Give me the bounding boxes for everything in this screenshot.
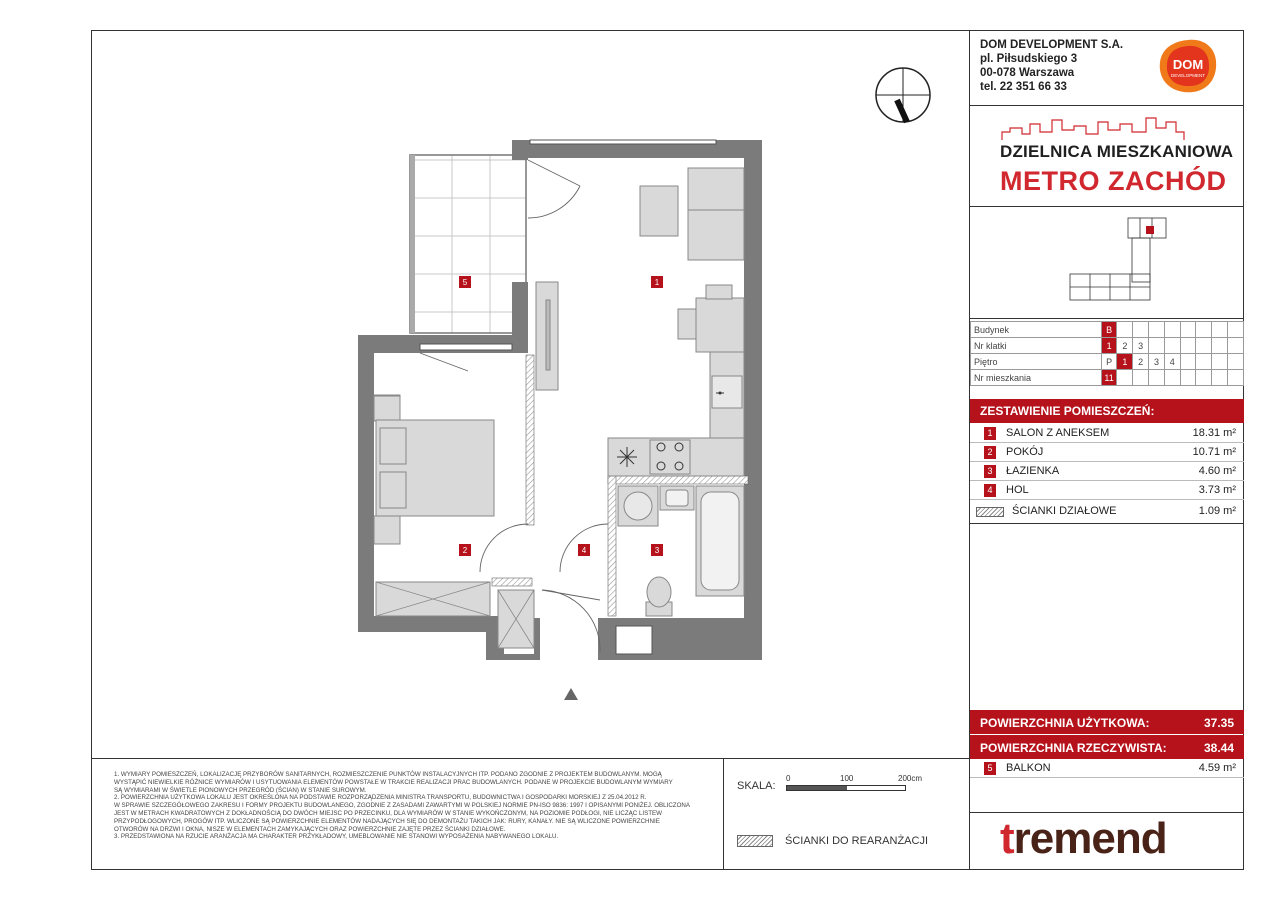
- scale-tick-100: 100: [840, 774, 854, 783]
- note-line: 3. PRZEDSTAWIONA NA RZUCIE ARANŻACJA MA CHARAKTER PRZYKŁADOWY, UMEBLOWANIE NIE STANOWI WYPOSAŻENIA NABYWANEGO LOKALU.: [114, 833, 559, 841]
- room-number: 2: [984, 446, 996, 459]
- param-flat: [971, 370, 1244, 386]
- param-floor-2: 2: [1133, 354, 1149, 370]
- param-stair-label: Nr klatki: [971, 338, 1102, 354]
- fridge-mark: [617, 447, 637, 467]
- note-line: W SPRAWIE SZCZEGÓŁOWEGO ZAKRESU I FORMY PROJEKTU BUDOWLANEGO, ZGODNIE Z ZASADAMI ZAWARTYMI W POLSKIEJ NORMIE PN-ISO 9836: 1997 I OPISANYMI PONIŻEJ. OBLICZONA: [114, 802, 690, 810]
- partition-walls-row: [970, 502, 1244, 521]
- real-area-value: 38.44: [1203, 741, 1234, 755]
- rooms-heading: ZESTAWIENIE POMIESZCZEŃ:: [970, 399, 1244, 423]
- dom-development-logo: [1158, 38, 1218, 94]
- note-line: WYSTĄPIĆ NIEWIELKIE RÓŻNICE WYMIARÓW I USYTUOWANIA ELEMENTÓW POWSTAŁE W TRAKCIE REALIZACJI PRAC BUDOWLANYCH. PODANE W PROJEKCIE BUDOWLANYM WYMIARY: [114, 778, 673, 786]
- scale-bar: [786, 785, 906, 791]
- skyline-icon: [970, 110, 1244, 146]
- room-number: 1: [984, 427, 996, 440]
- room-name: ŁAZIENKA: [1006, 465, 1060, 477]
- note-line: OTWORÓW NA DRZWI I OKNA, NISZE W ELEMENTACH ZAMYKAJĄCYCH ORAZ POWIERZCHNIE ZAJĘTE PRZEZ ŚCIANKI DZIAŁOWE.: [114, 825, 506, 833]
- param-stair: [971, 338, 1244, 354]
- room-marker-5: 5: [462, 278, 468, 287]
- footer-column-divider: [723, 758, 724, 870]
- balcony-area: 4.59 m²: [1198, 762, 1236, 774]
- param-building: [971, 322, 1244, 338]
- room-area: 18.31 m²: [1192, 427, 1236, 439]
- scale-tick-200: 200cm: [898, 774, 923, 783]
- room-marker-4: 4: [581, 546, 587, 555]
- company-phone: tel. 22 351 66 33: [980, 81, 1067, 93]
- usable-area-bar: [970, 710, 1244, 734]
- walls-name: ŚCIANKI DZIAŁOWE: [1012, 505, 1117, 517]
- company-address: pl. Piłsudskiego 3: [980, 53, 1078, 65]
- param-floor-p: P: [1101, 354, 1117, 370]
- balcony-number: 5: [984, 762, 996, 775]
- rearrange-swatch: [737, 835, 773, 847]
- param-floor-4: 4: [1164, 354, 1180, 370]
- room-row: [970, 462, 1244, 481]
- param-floor-label: Piętro: [971, 354, 1102, 370]
- compass-icon: [876, 68, 930, 122]
- param-floor: [971, 354, 1244, 370]
- project-brand: [970, 106, 1244, 206]
- room-number: 3: [984, 465, 996, 478]
- legal-notes: [114, 771, 714, 841]
- company-info: [980, 38, 1123, 94]
- param-building-value: B: [1101, 322, 1117, 338]
- balcony-row: [970, 759, 1244, 778]
- toilet-icon: [646, 577, 672, 616]
- project-line-2: METRO ZACHÓD: [1000, 166, 1227, 196]
- param-flat-value: 11: [1101, 370, 1117, 386]
- rearrange-label: ŚCIANKI DO REARANŻACJI: [785, 835, 929, 847]
- param-floor-3: 3: [1149, 354, 1165, 370]
- entrance-arrow-icon: [564, 688, 578, 700]
- bathtub-icon: [696, 486, 744, 596]
- hatch-swatch: [976, 507, 1004, 517]
- divider-balcony: [969, 812, 1244, 813]
- usable-area-label: POWIERZCHNIA UŻYTKOWA:: [980, 716, 1150, 730]
- room-name: SALON Z ANEKSEM: [1006, 427, 1110, 439]
- room-marker-3: 3: [654, 546, 660, 555]
- svg-text:DEVELOPMENT: DEVELOPMENT: [1170, 73, 1206, 78]
- usable-area-value: 37.35: [1203, 716, 1234, 730]
- param-stair-2: 2: [1117, 338, 1133, 354]
- stove-icon: [650, 440, 690, 474]
- divider-project: [969, 206, 1244, 207]
- param-floor-1: 1: [1117, 354, 1133, 370]
- footer-divider: [91, 758, 969, 759]
- note-line: 2. POWIERZCHNIA UŻYTKOWA LOKALU JEST OKREŚLONA NA PODSTAWIE ROZPORZĄDZENIA MINISTRA TRANSPORTU, BUDOWNICTWA I GOSPODARKI MORSKIEJ Z 25.04.2012 R.: [114, 794, 647, 802]
- room-name: HOL: [1006, 484, 1029, 496]
- sink-icon-bath: [660, 486, 694, 510]
- note-line: JEST W METRACH KWADRATOWYCH Z DOKŁADNOŚCIĄ DO DWÓCH MIEJSC PO PRZECINKU, DLA WYMIARÓW W STANIE WYKOŃCZONYM, NA POZIOMIE PODŁOGI, NIE LICZĄC LISTEW: [114, 809, 662, 817]
- room-area: 4.60 m²: [1198, 465, 1236, 477]
- scale-label: SKALA:: [737, 780, 776, 792]
- company-name: DOM DEVELOPMENT S.A.: [980, 39, 1124, 51]
- building-key-plan: [1060, 212, 1200, 308]
- tremend-logo: tremend: [1000, 814, 1167, 863]
- divider-rooms: [969, 523, 1244, 524]
- note-line: SĄ WYMIARAMI W ŚWIETLE PIONOWYCH PRZEGRÓD (ŚCIAN) W STANIE SUROWYM.: [114, 786, 367, 794]
- walls-area: 1.09 m²: [1198, 505, 1236, 517]
- room-row: [970, 481, 1244, 500]
- room-marker-2: 2: [462, 546, 468, 555]
- room-number: 4: [984, 484, 996, 497]
- room-marker-1: 1: [654, 278, 660, 287]
- real-area-bar: [970, 735, 1244, 759]
- note-line: 1. WYMIARY POMIESZCZEŃ, LOKALIZACJĘ PRZYBORÓW SANITARNYCH, ROZMIESZCZENIE PUNKTÓW INSTALACYJNYCH ITP. PODANO ZGODNIE Z PROJEKTEM BUDOWLANYM. MOGĄ: [114, 771, 662, 778]
- room-area: 10.71 m²: [1192, 446, 1236, 458]
- project-line-1: DZIELNICA MIESZKANIOWA: [1000, 142, 1234, 161]
- note-line: PRZYPODŁOGOWYCH, PROGÓW ITP. WLICZONE SĄ POWIERZCHNIE ELEMENTÓW NADAJĄCYCH SIĘ DO DEMONTAŻU TAKICH JAK: RURY, KANAŁY. NIE SĄ WLICZONE POWIERZCHNIE: [114, 817, 660, 825]
- param-stair-3: 3: [1133, 338, 1149, 354]
- param-building-label: Budynek: [971, 322, 1102, 338]
- param-flat-label: Nr mieszkania: [971, 370, 1102, 386]
- balcony: [410, 155, 526, 333]
- balcony-name: BALKON: [1006, 762, 1051, 774]
- company-city: 00-078 Warszawa: [980, 67, 1075, 79]
- washing-machine-icon: [618, 486, 658, 526]
- room-area: 3.73 m²: [1198, 484, 1236, 496]
- room-row: [970, 443, 1244, 462]
- divider-keyplan: [969, 318, 1244, 319]
- room-name: POKÓJ: [1006, 446, 1044, 458]
- apartment-parameters: [970, 321, 1244, 386]
- scale-tick-0: 0: [786, 774, 791, 783]
- room-row: [970, 424, 1244, 443]
- real-area-label: POWIERZCHNIA RZECZYWISTA:: [980, 741, 1167, 755]
- param-stair-1: 1: [1101, 338, 1117, 354]
- svg-text:DOM: DOM: [1172, 57, 1204, 72]
